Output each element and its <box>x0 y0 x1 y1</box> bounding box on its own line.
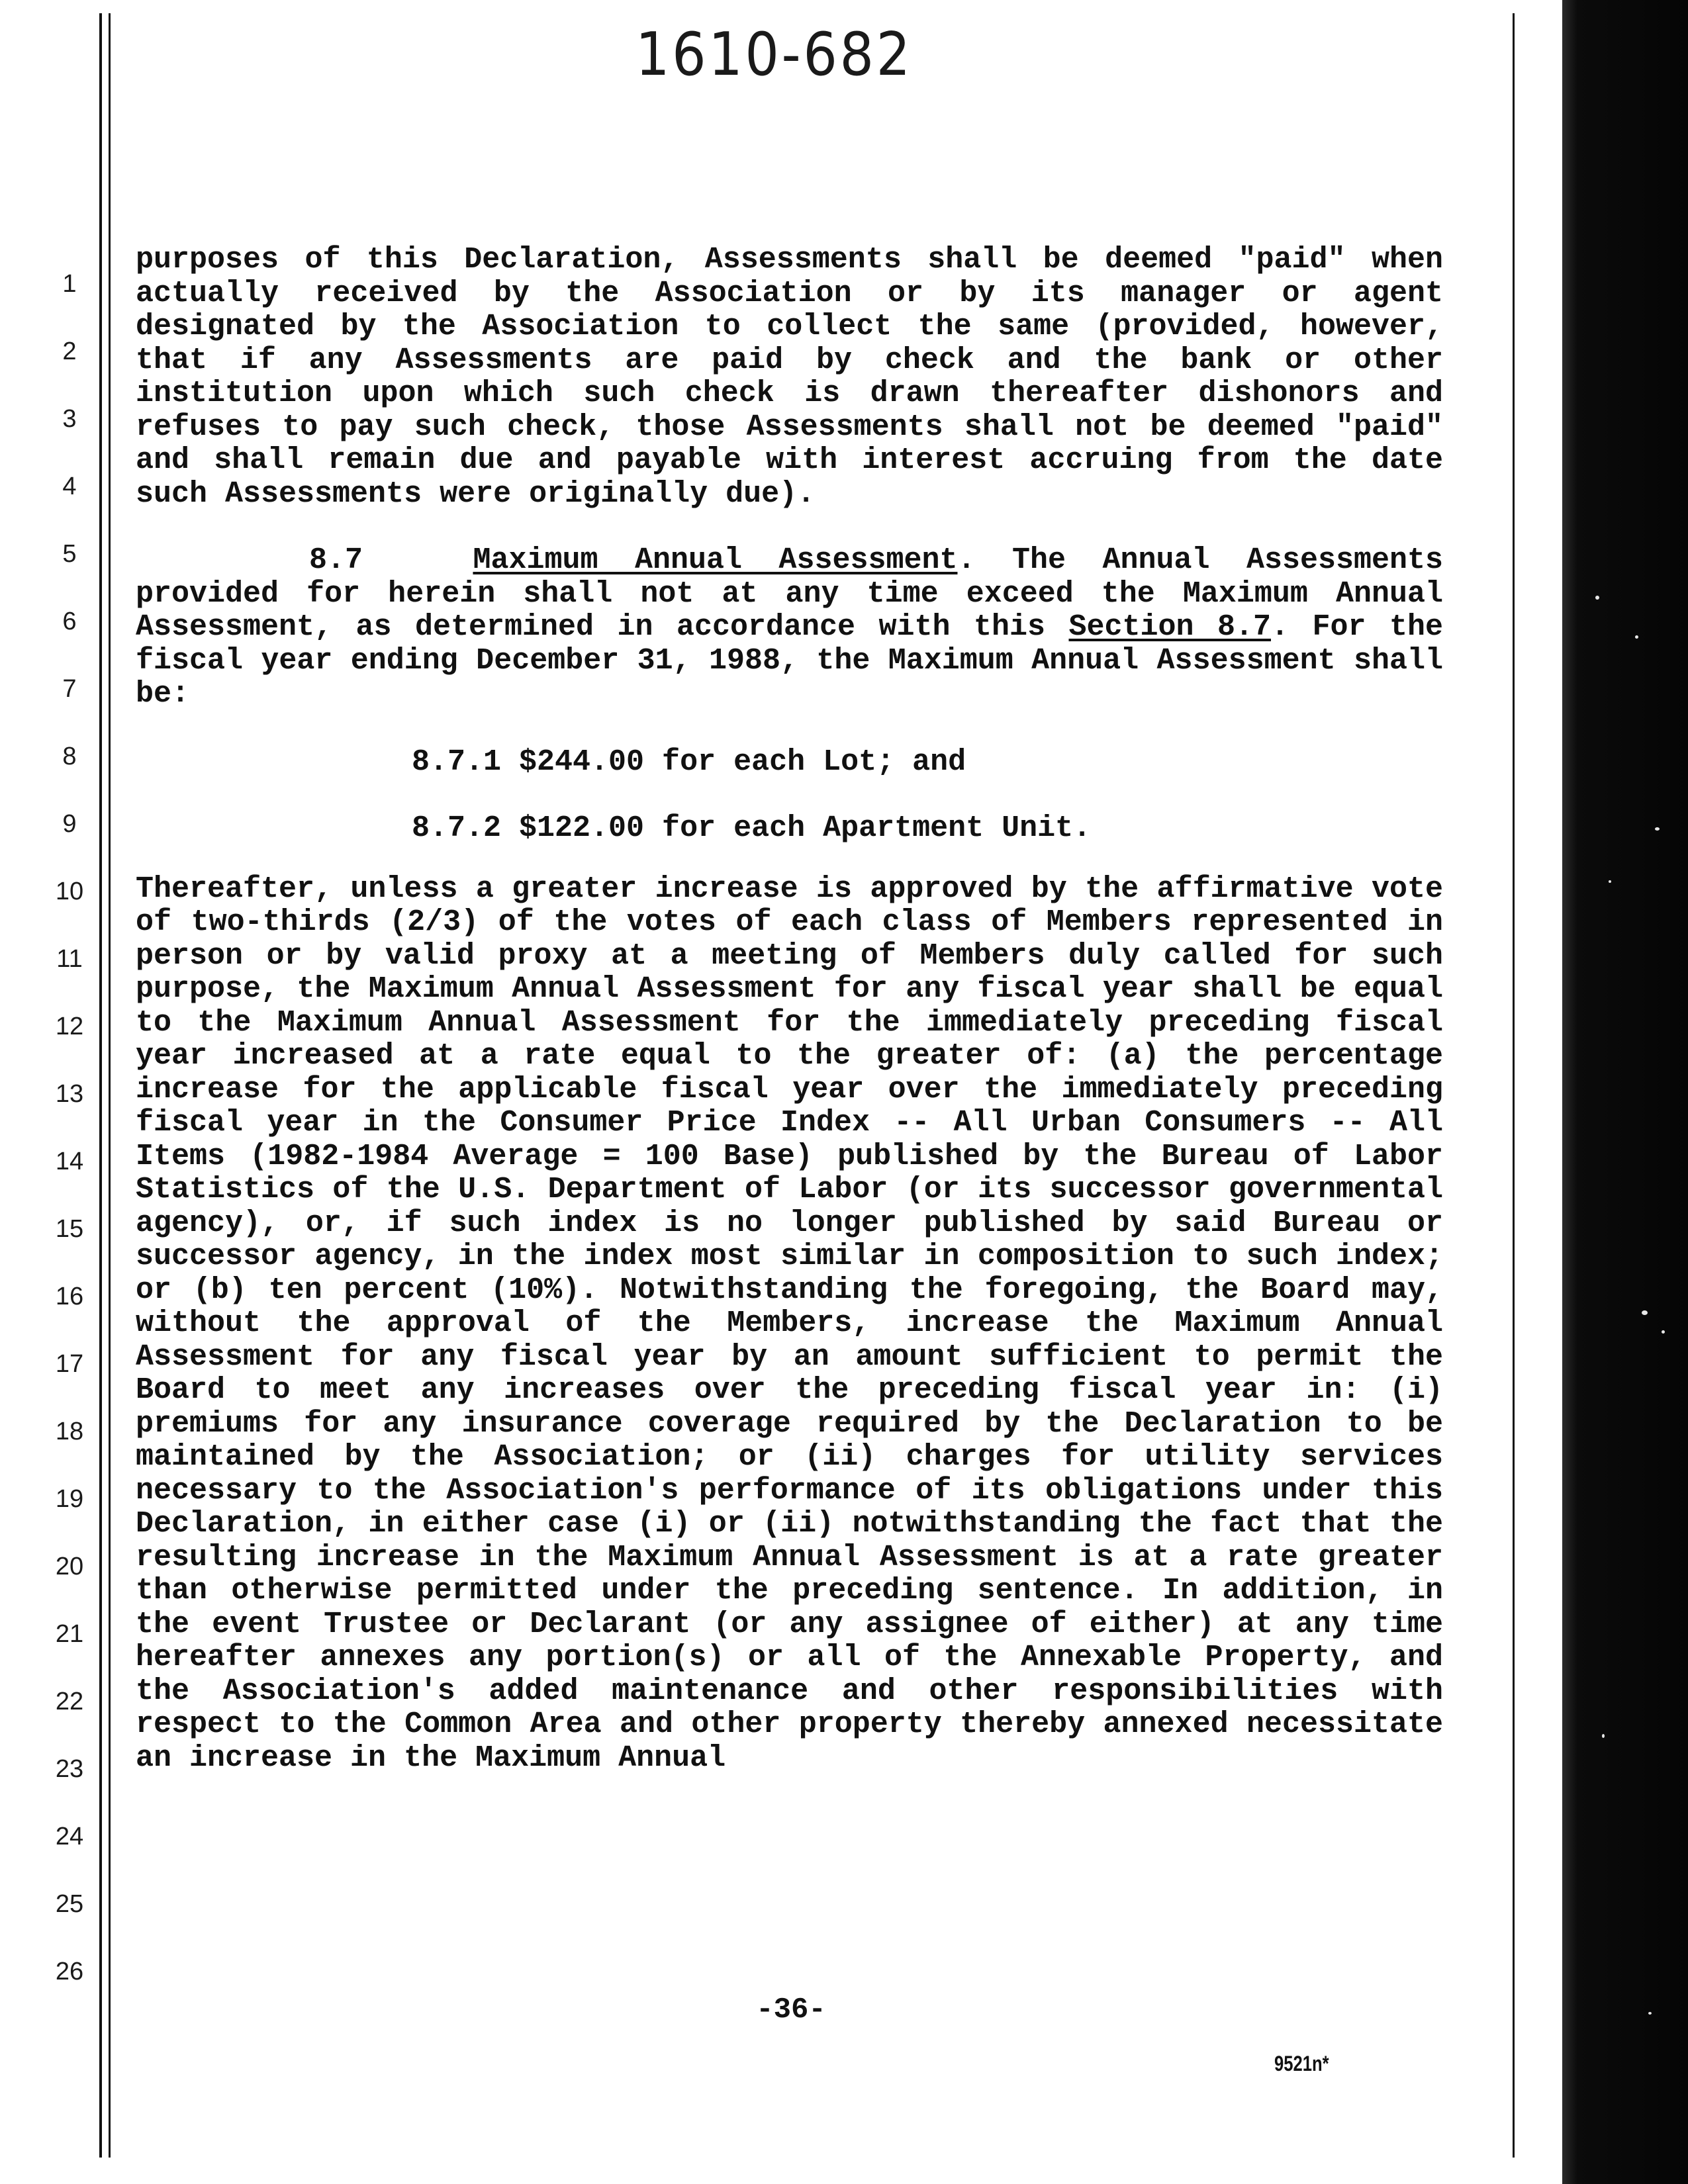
line-number: 24 <box>55 1823 84 1850</box>
line-number: 20 <box>55 1553 84 1580</box>
section-8-7-paragraph <box>136 544 1443 711</box>
section-number: 8.7 <box>309 543 363 577</box>
line-number: 10 <box>55 878 84 905</box>
line-number: 11 <box>56 945 83 973</box>
line-number: 18 <box>55 1418 84 1445</box>
left-margin-rule-inner <box>109 13 111 2158</box>
section-text-2: . For the fiscal year ending December 31, 1988, the Maximum Annual Assessment shall be: <box>136 610 1443 711</box>
line-number: 25 <box>55 1890 84 1918</box>
subitem-list <box>136 721 1443 856</box>
left-margin-rule-outer <box>99 13 102 2158</box>
line-number: 9 <box>62 810 77 838</box>
subitem-apartment-assessment: 8.7.2 $122.00 for each Apartment Unit. <box>412 811 1092 845</box>
document-body <box>136 244 1443 1775</box>
line-number: 6 <box>62 608 77 635</box>
line-number: 12 <box>55 1013 84 1040</box>
line-number: 15 <box>55 1215 84 1243</box>
line-number: 14 <box>55 1148 84 1175</box>
line-number: 21 <box>55 1620 84 1648</box>
line-number: 5 <box>62 540 77 568</box>
line-number: 16 <box>55 1283 84 1310</box>
scanned-page-edge <box>1562 0 1688 2184</box>
subitem-lot-assessment: 8.7.1 $244.00 for each Lot; and <box>412 745 966 779</box>
line-number: 19 <box>55 1485 84 1513</box>
document-stamp-number: 1610-682 <box>635 20 913 89</box>
paragraph-assessment-increase: Thereafter, unless a greater increase is approved by the affirmative vote of two-thirds (2/3) of the votes of each class of Members represented in person or by valid proxy at a meeting of Members duly called for such purpose, the Maximum Annual Assessment for any fiscal year shall be equal to the Maximum Annual Assessment for the immediately preceding fiscal year increased at a rate equal to the greater of: (a) the percentage increase for the applicable fiscal year over the immediately preceding fiscal year in the Consumer Price Index -- All Urban Consumers -- All Items (1982-1984 Average = 100 Base) published by the Bureau of Labor Statistics of the U.S. Department of Labor (or its successor governmental agency), or, if such index is no longer published by said Bureau or successor agency, in the index most similar in composition to such index; or (b) ten percent (10%). Notwithstanding the foregoing, the Board may, without the approval of the Members, increase the Maximum Annual Assessment for any fiscal year by an amount sufficient to permit the Board to meet any increases over the preceding fiscal year in: (i) premiums for any insurance coverage required by the Declaration to be maintained by the Association; or (ii) charges for utility services necessary to the Association's performance of its obligations under this Declaration, in either case (i) or (ii) notwithstanding the fact that the resulting increase in the Maximum Annual Assessment is at a rate greater than otherwise permitted under the preceding sentence. In addition, in the event Trustee or Declarant (or any assignee of either) at any time hereafter annexes any portion(s) or all of the Annexable Property, and the Association's added maintenance and other responsibilities with respect to the Common Area and other property thereby annexed necessitate an increase in the Maximum Annual <box>136 872 1443 1775</box>
line-number: 17 <box>55 1350 84 1378</box>
line-number: 7 <box>62 675 77 703</box>
section-title: Maximum Annual Assessment <box>473 543 958 577</box>
section-reference: Section 8.7 <box>1068 610 1271 644</box>
section-text-1: . The Annual Assessments provided for herein shall not at any time exceed the Maximum Annual Assessment, as determined in accordance with this <box>136 543 1443 644</box>
document-code: 9521n* <box>1274 2052 1329 2075</box>
line-number: 22 <box>55 1688 84 1715</box>
paragraph-payment-definition: purposes of this Declaration, Assessments shall be deemed "paid" when actually received by the Association or by its manager or agent designated by the Association to collect the same (provided, however, that if any Assessments are paid by check and the bank or other institution upon which such check is drawn thereafter dishonors and refuses to pay such check, those Assessments shall not be deemed "paid" and shall remain due and payable with interest accruing from the date such Assessments were originally due). <box>136 243 1443 511</box>
line-number: 13 <box>55 1080 84 1108</box>
page-number: -36- <box>756 1993 826 2026</box>
line-number: 26 <box>55 1958 84 1985</box>
line-number: 2 <box>62 338 77 365</box>
line-number: 4 <box>62 473 77 500</box>
line-number: 23 <box>55 1755 84 1783</box>
right-margin-rule <box>1513 13 1515 2158</box>
line-number: 8 <box>62 743 77 770</box>
line-number: 3 <box>62 405 77 433</box>
line-number: 1 <box>62 270 77 298</box>
